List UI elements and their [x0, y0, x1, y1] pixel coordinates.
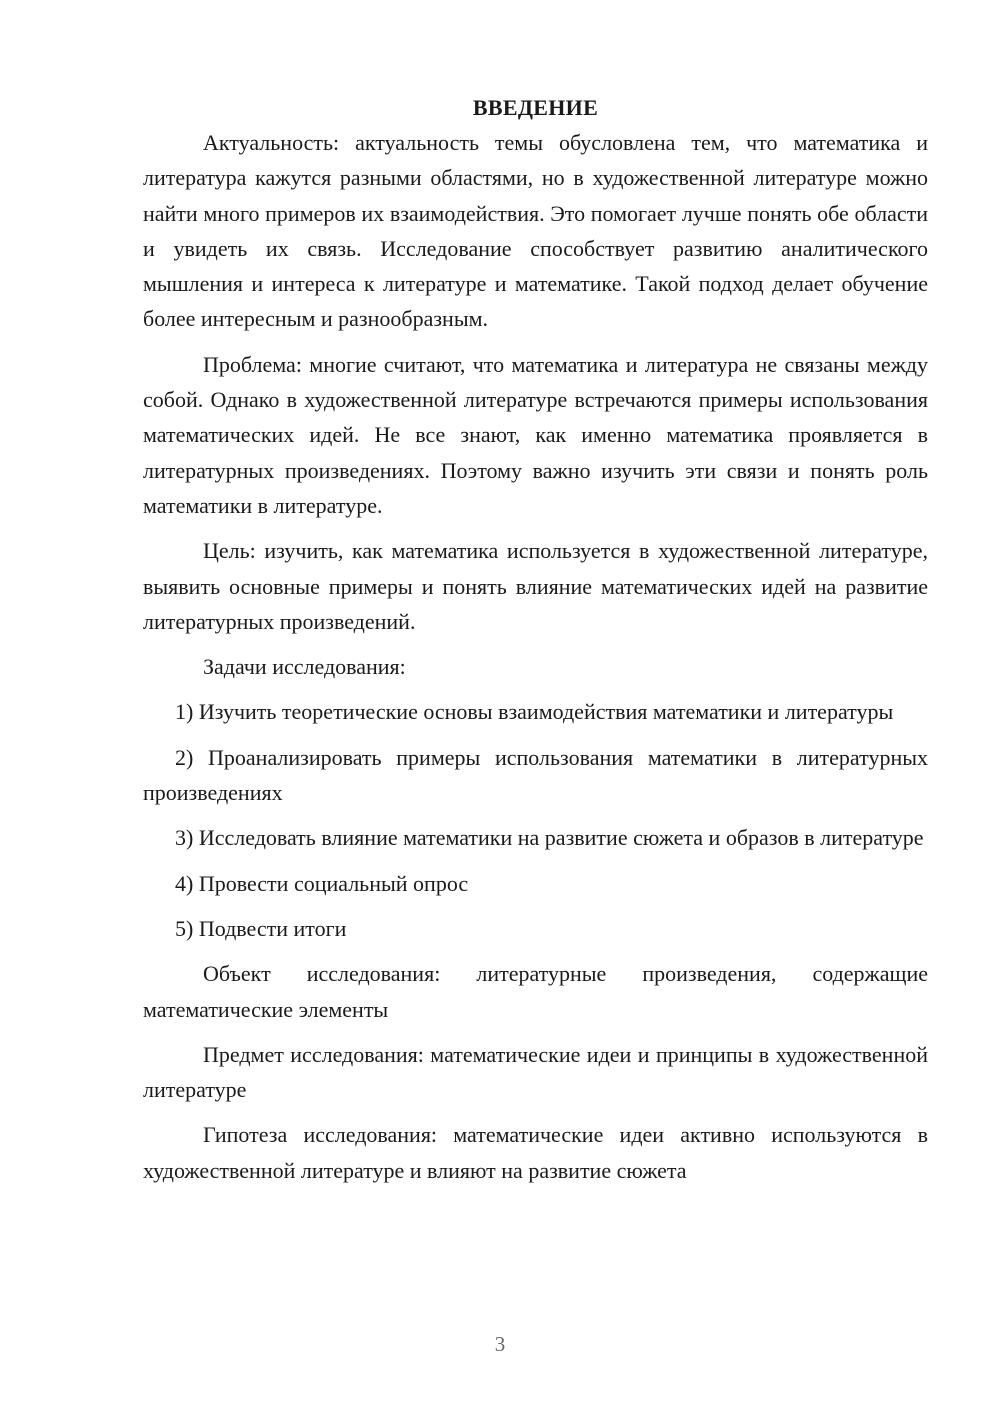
document-page — [143, 90, 928, 1188]
relevance-paragraph: Актуальность: актуальность темы обусловлена тем, что математика и литература кажутся разными областями, но в художественной литературе можно найти много примеров их взаимодействия. Это помогает лучше понять обе области и увидеть их связь. Исследование способствует развитию аналитического мышления и интереса к литературе и математике. Такой подход делает обучение более интересным и разнообразным. — [143, 130, 928, 332]
research-object-paragraph: Объект исследования: литературные произведения, содержащие математические элементы — [143, 961, 928, 1022]
task-item-5: 5) Подвести итоги — [175, 915, 347, 941]
tasks-heading: Задачи исследования: — [203, 654, 406, 680]
section-title: ВВЕДЕНИЕ — [472, 95, 599, 120]
goal-paragraph: Цель: изучить, как математика используется в художественной литературе, выявить основные примеры и понять влияние математических идей на развитие литературных произведений. — [143, 538, 928, 634]
task-item-2: 2) Проанализировать примеры использования математики в литературных произведениях — [143, 744, 928, 806]
hypothesis-paragraph: Гипотеза исследования: математические идеи активно используются в художественной литературе и влияют на развитие сюжета — [143, 1122, 928, 1183]
problem-paragraph: Проблема: многие считают, что математика и литература не связаны между собой. Однако в художественной литературе встречаются примеры использования математических идей. Не все знают, как именно математика проявляется в литературных произведениях. Поэтому важно изучить эти связи и понять роль математики в литературе. — [143, 351, 928, 518]
task-item-1: 1) Изучить теоретические основы взаимодействия математики и литературы — [175, 699, 894, 725]
research-subject-paragraph: Предмет исследования: математические идеи и принципы в художественной литературе — [143, 1041, 928, 1103]
task-item-4: 4) Провести социальный опрос — [175, 870, 469, 896]
task-item-3: 3) Исследовать влияние математики на развитие сюжета и образов в литературе — [175, 825, 924, 851]
page-number: 3 — [494, 1332, 506, 1356]
